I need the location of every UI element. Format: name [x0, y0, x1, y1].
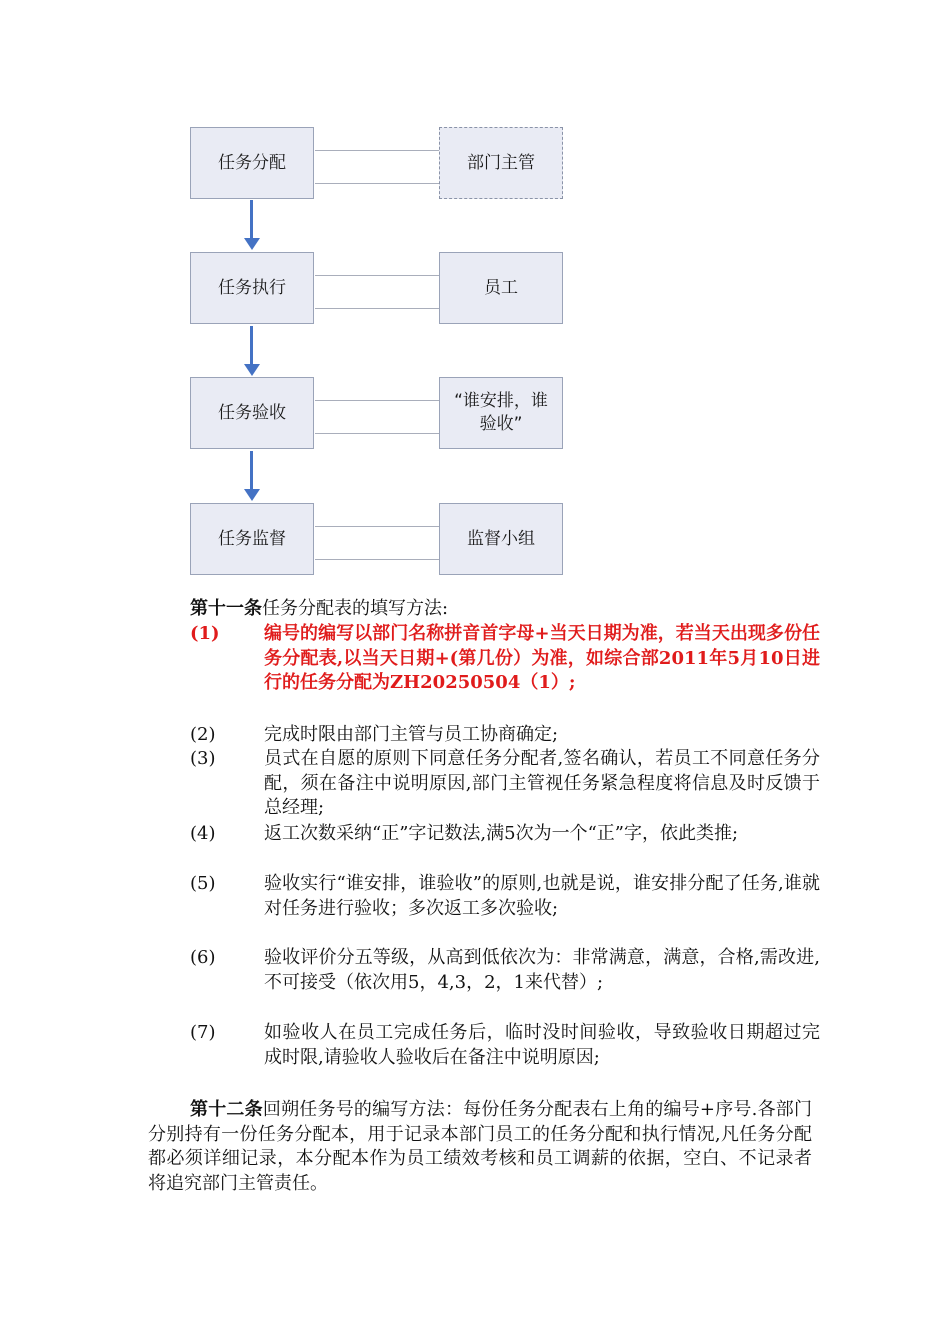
connector-line [315, 150, 439, 184]
step-task-assign [190, 127, 314, 199]
item-text: 验收评价分五等级，从高到低依次为：非常满意，满意，合格,需改进,不可接受（依次用5，4,3，2，1来代替）; [264, 947, 820, 993]
article-title-text: 任务分配表的填写方法: [262, 598, 449, 619]
connector-line [315, 400, 439, 434]
step-label: 任务监督 [218, 528, 286, 549]
item-number: (1) [190, 623, 220, 644]
list-item-1 [190, 622, 820, 722]
role-label: “谁安排，谁验收” [454, 391, 548, 434]
item-number: (2) [190, 724, 216, 745]
role-employee [439, 252, 563, 324]
down-arrow-icon [244, 451, 260, 503]
article-heading: 第十二条 [190, 1099, 263, 1120]
step-task-accept [190, 377, 314, 449]
item-number: (3) [190, 748, 216, 769]
role-label: 部门主管 [467, 152, 535, 173]
article-11-title [190, 597, 448, 622]
item-text: 编号的编写以部门名称拼音首字母+当天日期为准，若当天出现多份任务分配表,以当天日期+(第几份）为准，如综合部2011年5月10日进行的任务分配为ZH20250504（1）; [264, 623, 820, 694]
item-number: (5) [190, 873, 216, 894]
connector-line [315, 526, 439, 560]
role-label: 监督小组 [467, 528, 535, 549]
role-dept-manager [439, 127, 563, 199]
item-text: 如验收人在员工完成任务后，临时没时间验收，导致验收日期超过完成时限,请验收人验收后在备注中说明原因; [264, 1022, 820, 1068]
flowchart [0, 0, 950, 600]
down-arrow-icon [244, 200, 260, 252]
article-12-paragraph [148, 1098, 812, 1196]
article-12-text: 回朔任务号的编写方法：每份任务分配表右上角的编号+序号.各部门分别持有一份任务分配本，用于记录本部门员工的任务分配和执行情况,凡任务分配都必须详细记录，本分配本作为员工绩效考核和员工调薪的依据，空白、不记录者将追究部门主管责任。 [148, 1099, 813, 1194]
item-number: (6) [190, 947, 216, 968]
role-supervision-team [439, 503, 563, 575]
down-arrow-icon [244, 326, 260, 378]
role-who-assigns [439, 377, 563, 449]
item-number: (4) [190, 823, 216, 844]
item-text: 返工次数采纳“正”字记数法,满5次为一个“正”字，依此类推; [264, 823, 739, 844]
step-label: 任务执行 [218, 277, 286, 298]
step-task-supervise [190, 503, 314, 575]
item-text: 验收实行“谁安排，谁验收”的原则,也就是说，谁安排分配了任务,谁就对任务进行验收；多次返工多次验收; [264, 873, 820, 919]
article-heading: 第十一条 [190, 598, 262, 619]
item-number: (7) [190, 1022, 216, 1043]
item-text: 完成时限由部门主管与员工协商确定; [264, 724, 559, 745]
role-label: 员工 [484, 277, 518, 298]
step-label: 任务分配 [218, 152, 286, 173]
item-text: 员式在自愿的原则下同意任务分配者,签名确认，若员工不同意任务分配，须在备注中说明原因,部门主管视任务紧急程度将信息及时反馈于总经理; [264, 748, 820, 819]
step-label: 任务验收 [218, 402, 286, 423]
step-task-execute [190, 252, 314, 324]
connector-line [315, 275, 439, 309]
